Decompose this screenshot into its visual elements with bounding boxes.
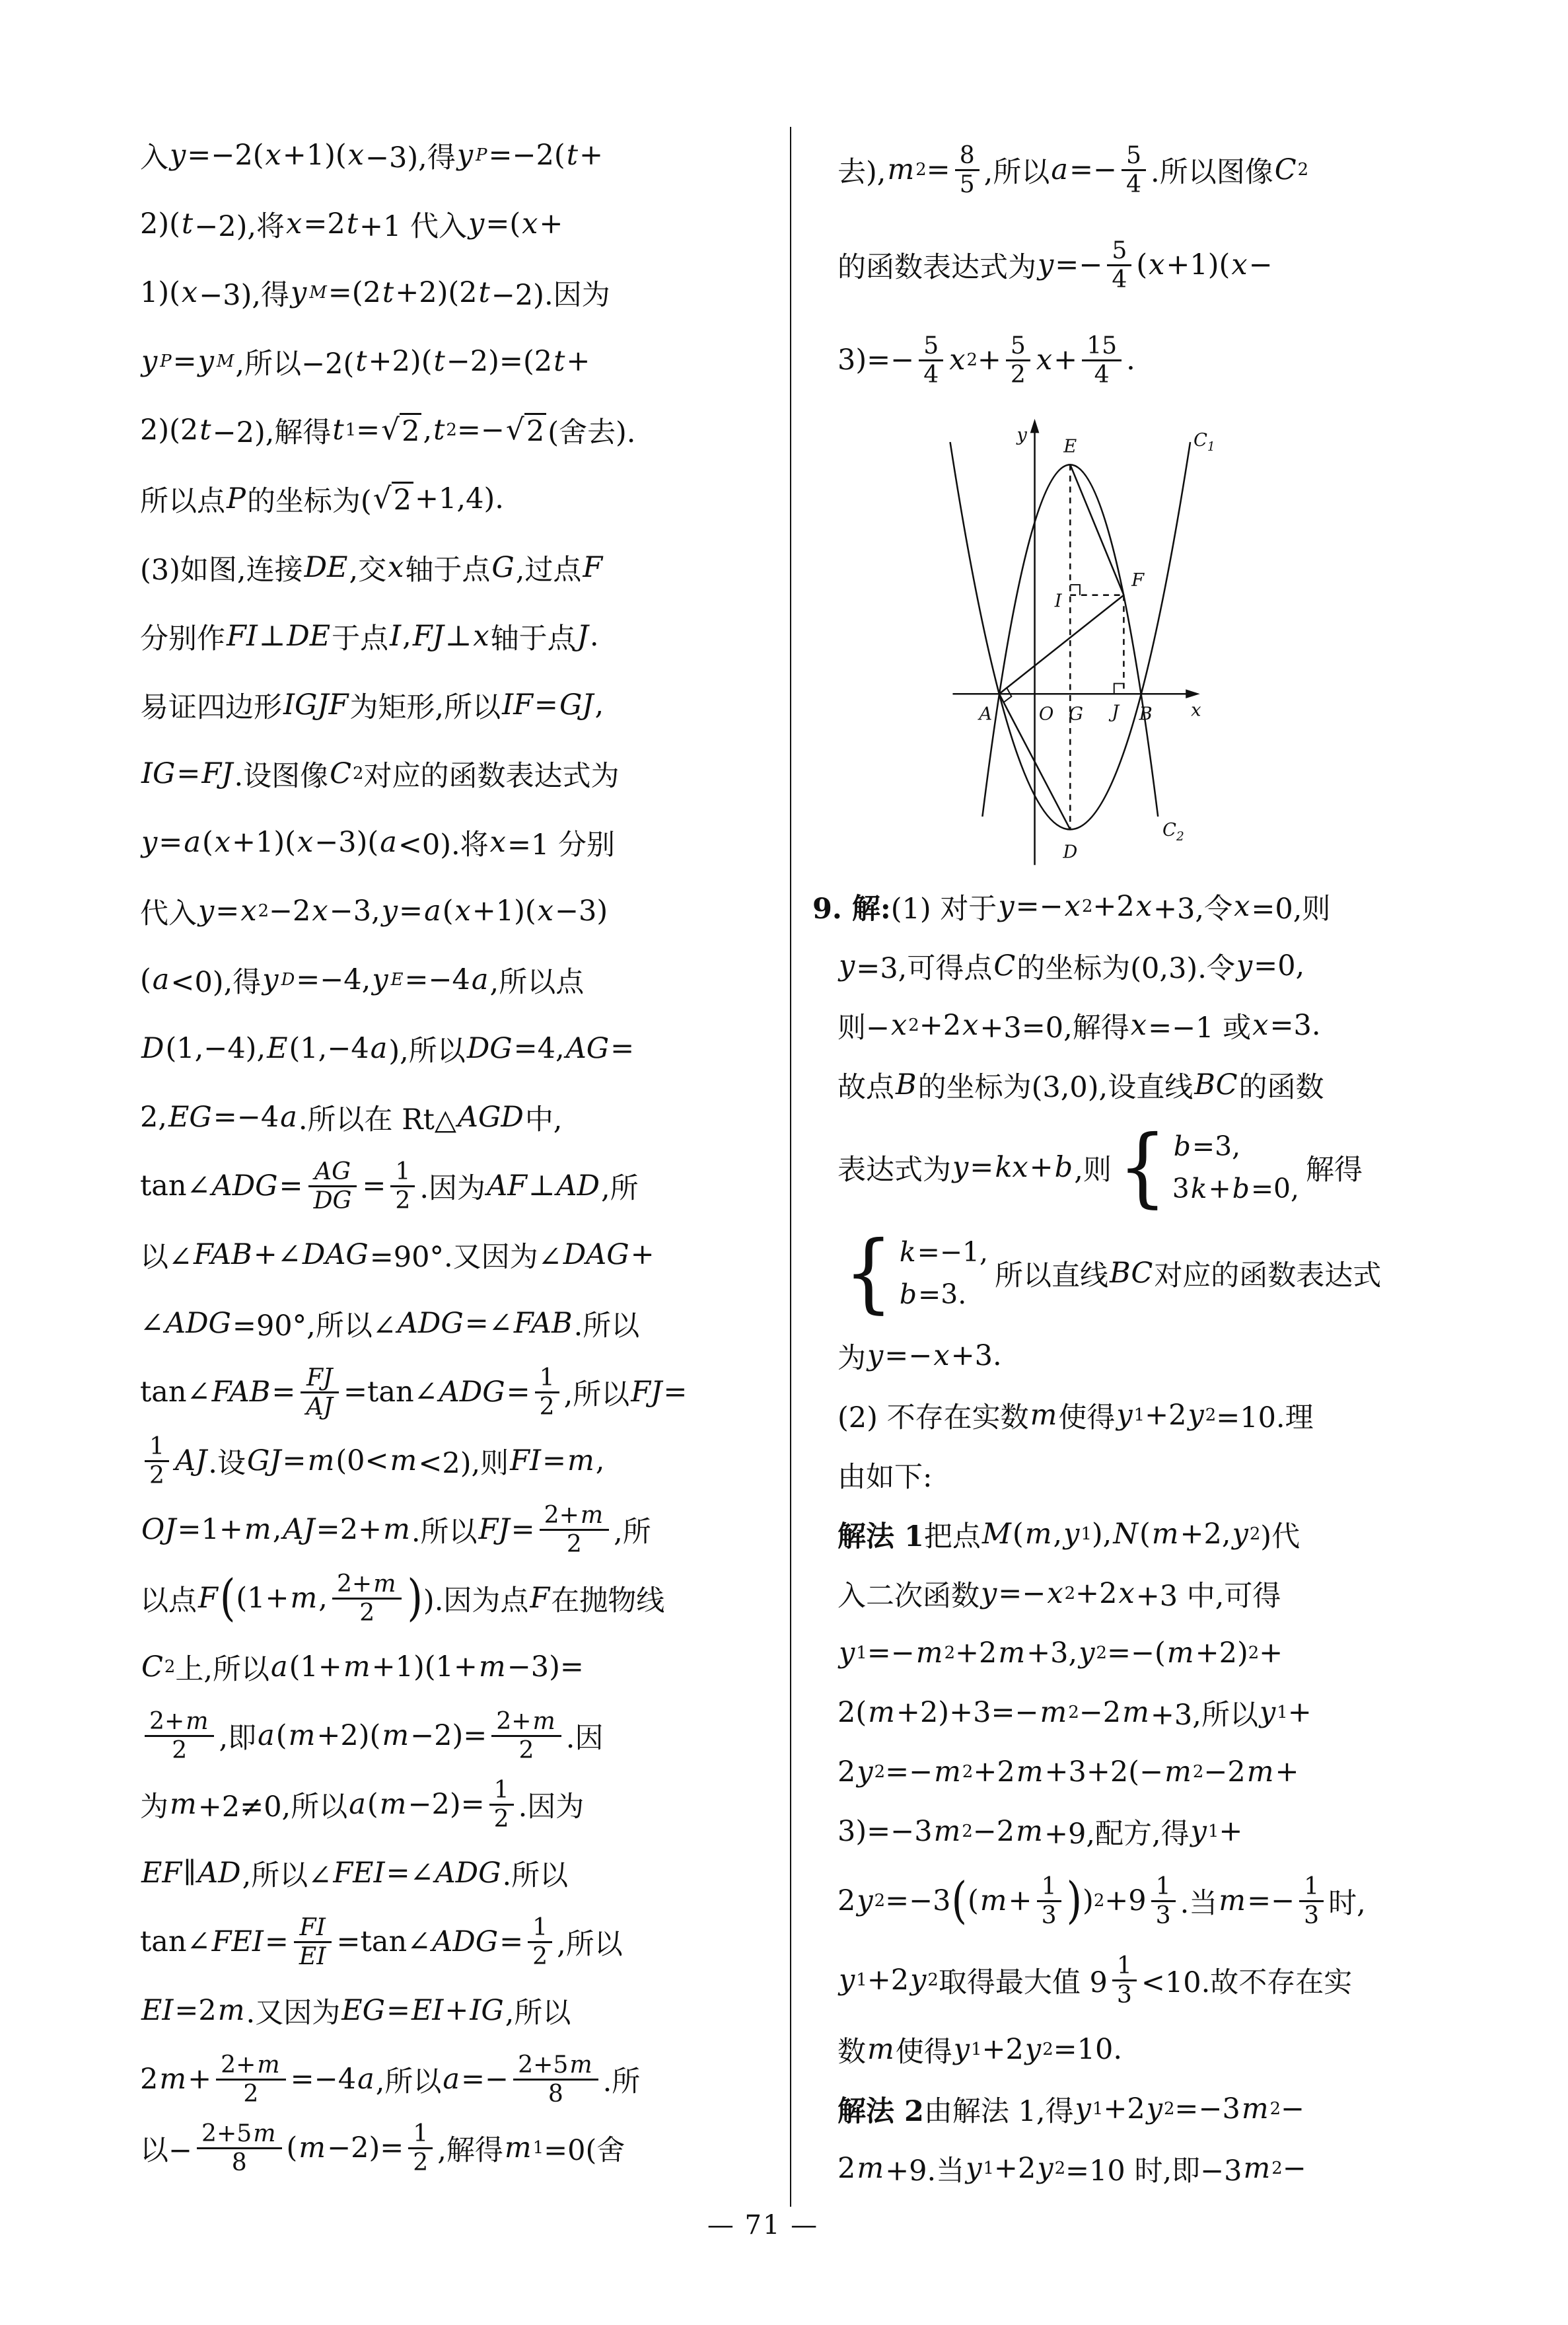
text-line: IG = FJ .设图像 C 2 对应的函数表达式为: [141, 757, 620, 793]
text-line: $\frac{2+m}{2}$ ,即 a ( m +2)( m −2)= $\frac{2+m}{2}$ .因: [140, 1701, 784, 1770]
text-line: 的函数表达式为 y =− $\frac{5}{4}$ ( x +1)( x −: [837, 236, 1273, 293]
text-line: tan∠ FEI = $\frac{FI}{EI}$ =tan∠ ADG = $\frac{1}{2}$ ,所以: [140, 1913, 623, 1970]
column-divider: [790, 127, 791, 2207]
text-line: EF ∥ AD ,所以∠ FEI =∠ ADG .所以: [141, 1857, 569, 1892]
text-line: (2) 不存在实数 m 使得 y 1 +2 y 2 =10.理: [837, 1399, 1314, 1434]
text-line: 易证四边形 IGJF 为矩形,所以 IF = GJ ,: [140, 688, 604, 724]
text-line: y =3,可得点 C 的坐标为(0,3).令 y =0,: [839, 949, 1305, 985]
figure-container: [837, 408, 1524, 877]
label-curve-c1: $C_1$: [1193, 429, 1215, 454]
text-line: y 1 =− m 2 +2 m +3, y 2 =−( m +2) 2 +: [839, 1637, 1283, 1670]
text-line: D (1,−4), E (1,−4 a ),所以 DG =4, AG =: [141, 1032, 635, 1068]
label-point-O: O: [1038, 704, 1054, 725]
label-x-axis: x: [1191, 700, 1201, 721]
text-line: C 2 上,所以 a (1+ m +1)(1+ m −3)=: [141, 1650, 584, 1686]
label-curve-c2: $C_2$: [1162, 820, 1184, 844]
text-line: 表达式为 y = kx + b ,则 { b=3, 3k+b=0, 解得: [837, 1117, 1363, 1217]
text-line: 2)( t −2),将 x =2 t +1 代入 y =( x +: [140, 207, 563, 243]
text-line: 为 y =− x +3.: [837, 1339, 1002, 1375]
right-column: [812, 122, 1524, 2198]
text-line: 2( m +2)+3=− m 2 −2 m +3,所以 y 1 +: [837, 1696, 1312, 1732]
text-line: 为 m +2≠0,所以 a ( m −2)= $\frac{1}{2}$ .因为: [140, 1775, 585, 1833]
left-column: [140, 121, 784, 2182]
text-line: 9. 解: (1) 对于 y =− x 2 +2 x +3,令 x =0,则: [812, 890, 1331, 926]
text-line: 3)=−3 m 2 −2 m +9,配方,得 y 1 +: [837, 1815, 1243, 1851]
label-y-axis: y: [1016, 425, 1027, 446]
right-angle-mark-J: [1114, 684, 1124, 694]
label-point-A: A: [979, 704, 993, 725]
text-line: 入二次函数 y =− x 2 +2 x +3 中,可得: [837, 1577, 1281, 1613]
text-line: 3)=− $\frac{5}{4}$ x 2 + $\frac{5}{2}$ x + $\frac{15}{4}$ .: [837, 331, 1135, 388]
label-point-J: J: [1112, 702, 1120, 723]
text-line: tan∠ FAB = $\frac{FJ}{AJ}$ =tan∠ ADG = $\frac{1}{2}$ ,所以 FJ =: [140, 1363, 688, 1421]
text-line: EI =2 m .又因为 EG = EI + IG ,所以: [141, 1994, 571, 2030]
text-line: 2, EG =−4 a .所以在 Rt△ AGD 中,: [140, 1101, 563, 1136]
text-line: 2 m +9.当 y 1 +2 y 2 =10 时,即−3 m 2 −: [837, 2152, 1306, 2188]
right-column-bottom-text: [812, 877, 1524, 2198]
text-line: 数 m 使得 y 1 +2 y 2 =10.: [837, 2033, 1123, 2069]
label-point-G: G: [1069, 704, 1084, 725]
page-number: — 71 —: [707, 2210, 819, 2240]
text-line: 去), m 2 = $\frac{8}{5}$ ,所以 a =− $\frac{5}{4}$ .所以图像 C 2: [837, 141, 1309, 198]
segment-EF: [1070, 464, 1123, 595]
text-line: y 1 +2 y 2 取得最大值 9 $\frac{1}{3}$ <10.故不存在实: [839, 1951, 1353, 2009]
right-column-top-text: [837, 122, 1524, 408]
text-line: y = a ( x +1)( x −3)( a <0).将 x =1 分别: [141, 826, 615, 862]
label-point-I: I: [1054, 591, 1062, 612]
text-line: 则− x 2 +2 x +3=0,解得 x =−1 或 x =3.: [837, 1009, 1321, 1045]
y-axis-arrow: [1030, 419, 1040, 433]
text-line: 解法 2 由解法 1,得 y 1 +2 y 2 =−3 m 2 −: [837, 2092, 1305, 2128]
text-line: tan∠ ADG = $\frac{AG}{DG}$ = $\frac{1}{2}$ .因为 AF ⊥ AD ,所: [140, 1157, 639, 1214]
x-axis-arrow: [1186, 689, 1199, 698]
text-line: 2)(2 t −2),解得 t 1 = √ 2 , t 2 =− √ 2 (舍去).: [140, 412, 636, 449]
text-line: 以点 F ( (1+ m , $\frac{2+m}{2}$ ) ).因为点 F 在抛物线: [140, 1569, 665, 1627]
text-line: 故点 B 的坐标为(3,0),设直线 BC 的函数: [837, 1068, 1324, 1104]
text-line: 2 y 2 =− m 2 +2 m +3+2(− m 2 −2 m +: [837, 1755, 1299, 1789]
text-line: 1)( x −3),得 y M =(2 t +2)(2 t −2).因为: [140, 276, 610, 312]
text-line: 分别作 FI ⊥ DE 于点 I , FJ ⊥ x 轴于点 J .: [140, 620, 599, 655]
label-point-F: F: [1131, 570, 1145, 591]
text-line: 代入 y = x 2 −2 x −3, y = a ( x +1)( x −3): [140, 895, 608, 930]
text-line: ( a <0),得 y D =−4, y E =−4 a ,所以点: [140, 963, 585, 999]
text-line: $\frac{1}{2}$ AJ .设 GJ = m (0< m <2),则 FI = m ,: [140, 1426, 784, 1495]
right-angle-mark-I: [1070, 585, 1080, 595]
text-line: 解法 1 把点 M ( m , y 1 ), N ( m +2, y 2 )代: [837, 1518, 1301, 1553]
text-line: 所以点 P 的坐标为( √ 2 +1,4).: [140, 481, 504, 518]
text-line: 以∠ FAB +∠ DAG =90°.又因为∠ DAG +: [140, 1238, 655, 1274]
text-line: 2 y 2 =−3 ( ( m + $\frac{1}{3}$ ) ) 2 +9 $\frac{1}{3}$ .当 m =− $\frac{1}{3}$ 时,: [837, 1872, 1366, 1930]
text-line: 由如下:: [837, 1460, 933, 1494]
text-line: { k=−1, b=3. 所以直线 BC 对应的函数表达式: [844, 1222, 1382, 1323]
label-point-E: E: [1063, 436, 1077, 457]
text-line: 入 y =−2( x +1)( x −3),得 y P =−2( t +: [140, 139, 603, 174]
text-line: 2 m + $\frac{2+m}{2}$ =−4 a ,所以 a =− $\frac{2+5m}{8}$ .所: [140, 2050, 641, 2108]
label-point-B: B: [1139, 704, 1153, 725]
text-line: y P = y M ,所以−2( t +2)( t −2)=(2 t +: [141, 345, 590, 381]
text-line: OJ =1+ m , AJ =2+ m .所以 FJ = $\frac{2+m}{2}$ ,所: [141, 1500, 651, 1558]
text-line: ∠ ADG =90°,所以∠ ADG =∠ FAB .所以: [140, 1307, 640, 1343]
figure-graph: [937, 416, 1221, 868]
text-line: (3)如图,连接 DE ,交 x 轴于点 G ,过点 F: [140, 551, 603, 587]
text-line: 以− $\frac{2+5m}{8}$ ( m −2)= $\frac{1}{2}$ ,解得 m 1 =0(舍: [140, 2119, 625, 2176]
label-point-D: D: [1063, 842, 1078, 863]
